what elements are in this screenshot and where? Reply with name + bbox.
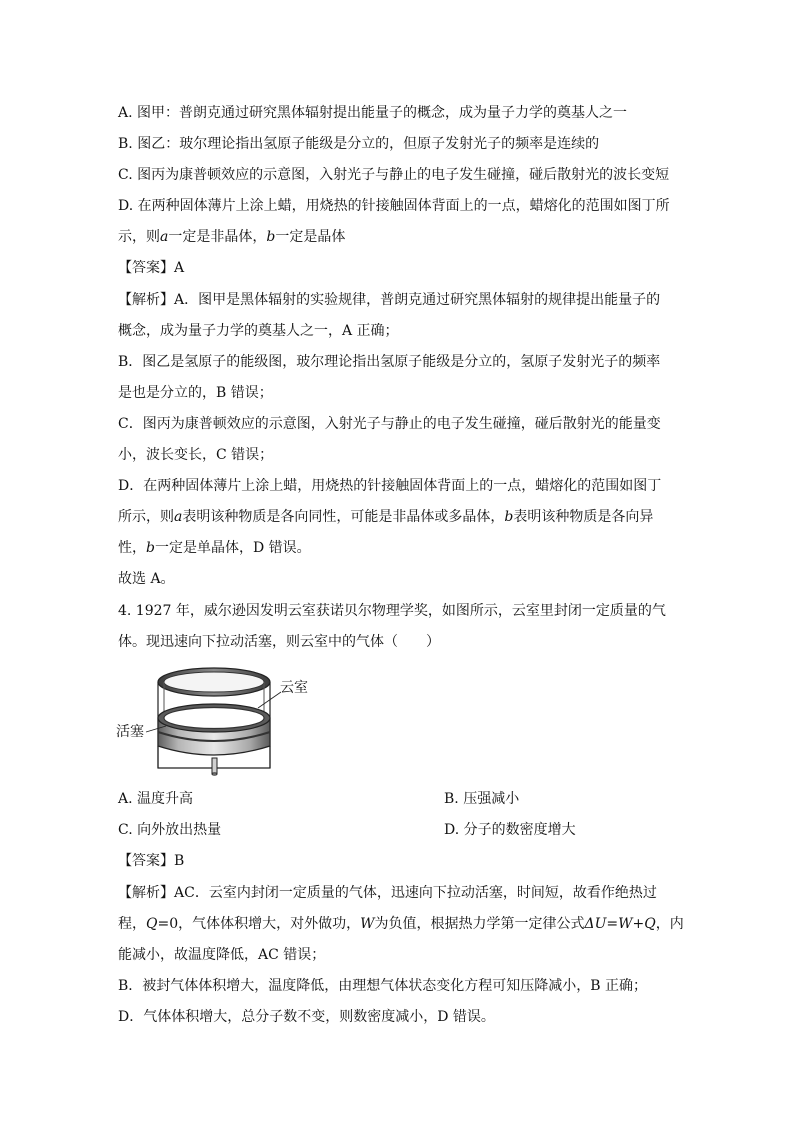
q4-stem-line1: 4. 1927 年，威尔逊因发明云室获诺贝尔物理学奖，如图所示，云室里封闭一定质量的气 <box>118 603 666 619</box>
q3-analysis-line6: 小，波长变长，C 错误； <box>118 447 274 463</box>
q4-option-a: A. 温度升高 <box>118 791 194 807</box>
q3-analysis-line2: 概念，成为量子力学的奠基人之一，A 正确； <box>118 323 399 339</box>
q4-option-d: D. 分子的数密度增大 <box>444 822 576 838</box>
q4-answer: 【答案】B <box>118 853 185 869</box>
q3-analysis-line4: 是也是分立的，B 错误； <box>118 385 273 401</box>
q3-option-c: C. 图丙为康普顿效应的示意图，入射光子与静止的电子发生碰撞，碰后散射光的波长变短 <box>118 167 670 183</box>
q4-option-c: C. 向外放出热量 <box>118 822 222 838</box>
cloud-chamber-figure <box>118 660 358 780</box>
q4-analysis-line4: B．被封气体体积增大，温度降低，由理想气体状态变化方程可知压降减小，B 正确； <box>118 978 648 994</box>
cloud-chamber-label: 云室 <box>280 680 308 696</box>
q4-option-b: B. 压强减小 <box>444 791 520 807</box>
q3-analysis-line3: B．图乙是氢原子的能级图，玻尔理论指出氢原子能级是分立的，氢原子发射光子的频率 <box>118 354 661 370</box>
q3-analysis-line1: 【解析】A．图甲是黑体辐射的实验规律，普朗克通过研究黑体辐射的规律提出能量子的 <box>118 292 661 308</box>
q3-conclusion: 故选 A。 <box>118 571 175 587</box>
q3-analysis-line7: D．在两种固体薄片上涂上蜡，用烧热的针接触固体背面上的一点，蜡熔化的范围如图丁 <box>118 478 662 494</box>
first-law-formula: ΔU=W+Q <box>584 916 656 932</box>
q3-option-d-line2: 示，则a一定是非晶体，b一定是晶体 <box>118 229 346 245</box>
q4-analysis-line5: D．气体体积增大，总分子数不变，则数密度减小，D 错误。 <box>118 1009 495 1025</box>
piston-rod <box>212 758 217 774</box>
q4-analysis-line1: 【解析】AC．云室内封闭一定质量的气体，迅速向下拉动活塞，时间短，故看作绝热过 <box>118 885 657 901</box>
q4-analysis-line3: 能减小，故温度降低，AC 错误； <box>118 947 326 963</box>
cylinder-top-opening <box>164 672 264 692</box>
q3-option-b: B. 图乙：玻尔理论指出氢原子能级是分立的，但原子发射光子的频率是连续的 <box>118 136 600 152</box>
q3-analysis-line5: C．图丙为康普顿效应的示意图，入射光子与静止的电子发生碰撞，碰后散射光的能量变 <box>118 416 661 432</box>
q3-option-a: A. 图甲：普朗克通过研究黑体辐射提出能量子的概念，成为量子力学的奠基人之一 <box>118 105 628 121</box>
piston-top-face <box>164 708 264 729</box>
q4-stem-line2: 体。现迅速向下拉动活塞，则云室中的气体（ ） <box>118 634 440 650</box>
piston-label: 活塞 <box>116 724 144 740</box>
q3-option-d-line1: D. 在两种固体薄片上涂上蜡，用烧热的针接触固体背面上的一点，蜡熔化的范围如图丁所 <box>118 198 670 214</box>
q4-analysis-line2: 程，Q=0，气体体积增大，对外做功，W为负值，根据热力学第一定律公式ΔU=W+Q，内 <box>118 916 684 932</box>
q3-analysis-line9: 性，b一定是单晶体，D 错误。 <box>118 540 311 556</box>
q3-analysis-line8: 所示，则a表明该种物质是各向同性，可能是非晶体或多晶体，b表明该种物质是各向异 <box>118 509 654 525</box>
cloud-chamber-diagram <box>118 660 358 780</box>
q3-answer: 【答案】A <box>118 260 185 276</box>
